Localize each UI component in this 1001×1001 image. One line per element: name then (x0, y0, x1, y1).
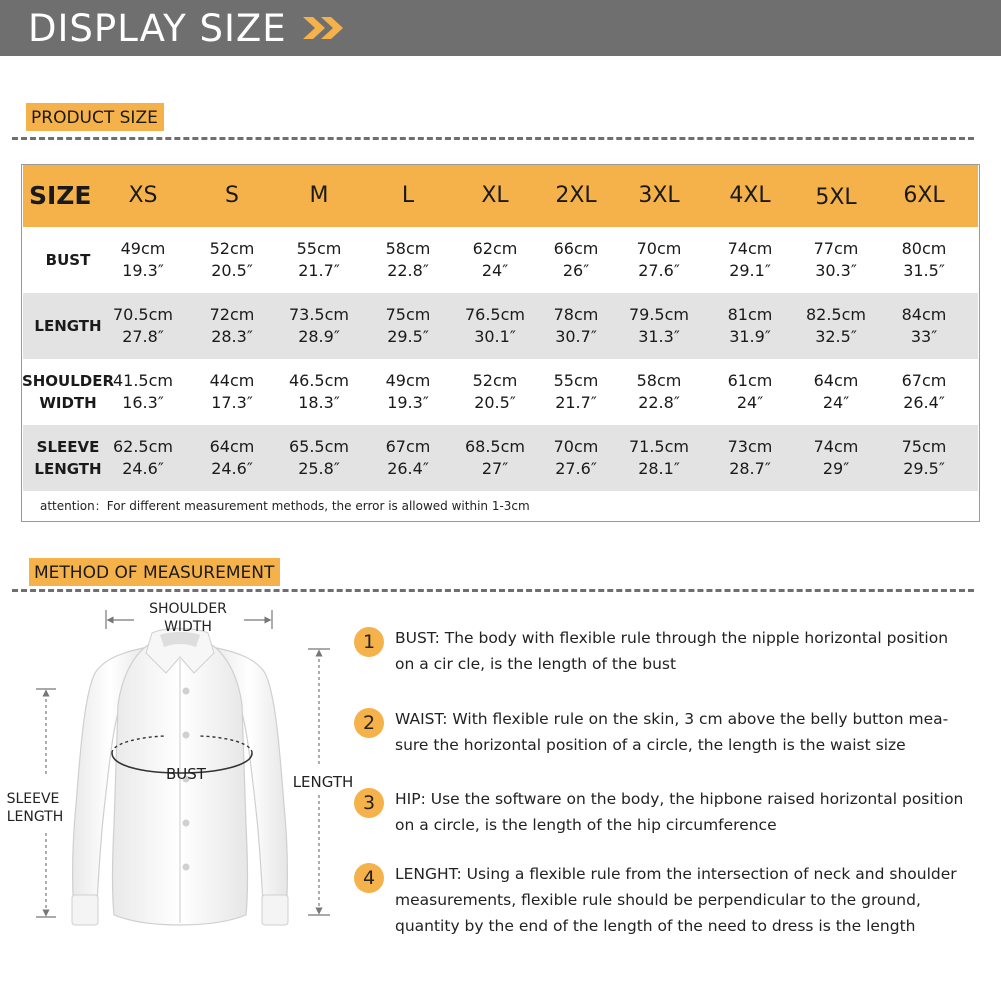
right-cuff (262, 895, 288, 925)
cell-cm: 41.5cm (112, 371, 173, 390)
cell-cm: 77cm (813, 239, 859, 258)
sleeve-label-line1: SLEEVE (6, 791, 60, 807)
cell-inch: 19.3″ (122, 261, 164, 280)
cell-inch: 29.5″ (387, 327, 429, 346)
cell-inch: 16.3″ (122, 393, 164, 412)
cell-inch: 21.7″ (555, 393, 597, 412)
cell-cm: 70cm (553, 437, 599, 456)
cell-inch: 24.6″ (122, 459, 164, 478)
table-cell (793, 425, 879, 491)
cell-cm: 62cm (472, 239, 518, 258)
cell-inch: 29.1″ (729, 261, 771, 280)
table-cell (100, 227, 186, 293)
table-cell (276, 359, 362, 425)
number-badge: 3 (354, 788, 384, 818)
table-row (23, 359, 978, 425)
size-col-s: S (225, 183, 239, 208)
table-row (23, 425, 978, 491)
cell-inch: 27″ (481, 459, 509, 478)
table-cell (533, 359, 619, 425)
cell-inch: 29″ (822, 459, 850, 478)
size-col-xs: XS (128, 183, 158, 208)
table-cell (452, 359, 538, 425)
size-col-2xl: 2XL (555, 183, 597, 208)
cell-cm: 67cm (901, 371, 947, 390)
method-line: HIP: Use the software on the body, the hipbone raised horizontal position (395, 790, 964, 808)
table-cell (189, 293, 275, 359)
cell-cm: 65.5cm (288, 437, 349, 456)
cell-cm: 82.5cm (805, 305, 866, 324)
table-cell (707, 359, 793, 425)
table-cell (707, 293, 793, 359)
table-cell (189, 227, 275, 293)
cell-cm: 64cm (813, 371, 859, 390)
size-col-m: M (309, 183, 329, 208)
cell-inch: 26″ (562, 261, 590, 280)
cell-inch: 29.5″ (903, 459, 945, 478)
cell-inch: 21.7″ (298, 261, 340, 280)
cell-inch: 25.8″ (298, 459, 340, 478)
table-cell (881, 359, 967, 425)
cell-inch: 18.3″ (298, 393, 340, 412)
table-cell (616, 425, 702, 491)
size-col-4xl: 4XL (729, 183, 771, 208)
cell-inch: 32.5″ (815, 327, 857, 346)
size-col-6xl: 6XL (903, 183, 945, 208)
cell-cm: 70.5cm (112, 305, 173, 324)
table-cell (881, 425, 967, 491)
cell-cm: 66cm (553, 239, 599, 258)
cell-cm: 52cm (209, 239, 255, 258)
method-line: quantity by the end of the length of the need to dress is the length (395, 917, 916, 935)
cell-cm: 58cm (636, 371, 682, 390)
cell-cm: 76.5cm (464, 305, 525, 324)
method-line: on a cir cle, is the length of the bust (395, 655, 677, 673)
table-cell (533, 425, 619, 491)
method-line: LENGHT: Using a flexible rule from the intersection of neck and shoulder (395, 865, 957, 883)
size-header: SIZE (29, 181, 92, 210)
bust-label: BUST (166, 765, 206, 783)
page-header (0, 0, 1001, 56)
cell-inch: 33″ (910, 327, 938, 346)
cell-inch: 27.8″ (122, 327, 164, 346)
cell-inch: 26.4″ (387, 459, 429, 478)
method-label: METHOD OF MEASUREMENT (29, 558, 280, 586)
cell-cm: 68.5cm (464, 437, 525, 456)
product-size-label: PRODUCT SIZE (26, 103, 164, 131)
cell-cm: 55cm (296, 239, 342, 258)
number-badge: 2 (354, 708, 384, 738)
cell-cm: 73cm (727, 437, 773, 456)
cell-cm: 52cm (472, 371, 518, 390)
cell-inch: 22.8″ (638, 393, 680, 412)
cell-inch: 19.3″ (387, 393, 429, 412)
sleeve-label-line2: LENGTH (6, 809, 64, 825)
cell-cm: 73.5cm (288, 305, 349, 324)
page-title: DISPLAY SIZE (28, 6, 287, 50)
cell-inch: 28.3″ (211, 327, 253, 346)
table-cell (452, 293, 538, 359)
table-header-row (23, 165, 978, 227)
cell-cm: 46.5cm (288, 371, 349, 390)
table-cell (452, 425, 538, 491)
table-cell (616, 359, 702, 425)
method-description (395, 625, 985, 677)
table-cell (276, 293, 362, 359)
method-description (395, 861, 985, 939)
table-cell (881, 293, 967, 359)
cell-cm: 74cm (813, 437, 859, 456)
method-line: BUST: The body with flexible rule through the nipple horizontal position (395, 629, 949, 647)
method-description (395, 706, 985, 758)
row-label-line: LENGTH (34, 460, 102, 478)
cell-cm: 44cm (209, 371, 255, 390)
cell-cm: 58cm (385, 239, 431, 258)
size-col-3xl: 3XL (638, 183, 680, 208)
table-cell (100, 425, 186, 491)
cell-cm: 74cm (727, 239, 773, 258)
left-cuff (72, 895, 98, 925)
double-chevron-right-icon (301, 13, 349, 43)
cell-cm: 79.5cm (628, 305, 689, 324)
method-line: sure the horizontal position of a circle, the length is the waist size (395, 736, 906, 754)
table-cell (365, 293, 451, 359)
table-cell (100, 293, 186, 359)
method-line: on a circle, is the length of the hip circumference (395, 816, 777, 834)
cell-cm: 55cm (553, 371, 599, 390)
method-item (354, 706, 984, 762)
table-cell (276, 227, 362, 293)
table-cell (707, 425, 793, 491)
shoulder-label-line2: WIDTH (164, 619, 212, 635)
cell-inch: 24″ (736, 393, 764, 412)
method-item (354, 861, 984, 943)
cell-cm: 75cm (901, 437, 947, 456)
table-row (23, 293, 978, 359)
method-description (395, 786, 985, 838)
cell-cm: 71.5cm (628, 437, 689, 456)
divider (12, 137, 974, 140)
length-label: LENGTH (292, 773, 354, 791)
shoulder-label-line1: SHOULDER (149, 601, 227, 617)
cell-inch: 24″ (822, 393, 850, 412)
cell-cm: 70cm (636, 239, 682, 258)
attention-note: attention：For different measurement methods, the error is allowed within 1-3cm (40, 499, 530, 513)
row-label-line: WIDTH (39, 394, 97, 412)
table-row (23, 227, 978, 293)
cell-cm: 81cm (727, 305, 773, 324)
cell-cm: 49cm (385, 371, 431, 390)
table-cell (793, 227, 879, 293)
method-line: measurements, flexible rule should be perpendicular to the ground, (395, 891, 921, 909)
cell-inch: 31.5″ (903, 261, 945, 280)
cell-inch: 27.6″ (638, 261, 680, 280)
table-cell (189, 359, 275, 425)
cell-inch: 30.7″ (555, 327, 597, 346)
table-cell (365, 425, 451, 491)
cell-inch: 26.4″ (903, 393, 945, 412)
table-cell (365, 359, 451, 425)
cell-cm: 78cm (553, 305, 599, 324)
cell-cm: 67cm (385, 437, 431, 456)
cell-inch: 24″ (481, 261, 509, 280)
size-col-xl: XL (481, 183, 509, 208)
table-cell (707, 227, 793, 293)
table-cell (452, 227, 538, 293)
cell-inch: 24.6″ (211, 459, 253, 478)
method-item (354, 786, 984, 842)
cell-inch: 30.3″ (815, 261, 857, 280)
cell-inch: 17.3″ (211, 393, 253, 412)
table-cell (793, 293, 879, 359)
cell-inch: 28.9″ (298, 327, 340, 346)
cell-inch: 31.3″ (638, 327, 680, 346)
cell-cm: 49cm (120, 239, 166, 258)
shirt-diagram (0, 595, 360, 955)
cell-inch: 20.5″ (211, 261, 253, 280)
method-item (354, 625, 984, 681)
size-col-5xl: 5XL (815, 185, 857, 210)
row-label-line: SLEEVE (36, 438, 100, 456)
size-col-l: L (401, 183, 415, 208)
table-cell (616, 227, 702, 293)
number-badge: 4 (354, 863, 384, 893)
table-cell (793, 359, 879, 425)
cell-cm: 64cm (209, 437, 255, 456)
number-badge: 1 (354, 627, 384, 657)
cell-inch: 30.1″ (474, 327, 516, 346)
table-cell (533, 293, 619, 359)
method-line: WAIST: With flexible rule on the skin, 3 cm above the belly button mea- (395, 710, 949, 728)
divider (12, 589, 974, 592)
cell-cm: 75cm (385, 305, 431, 324)
cell-inch: 31.9″ (729, 327, 771, 346)
cell-cm: 61cm (727, 371, 773, 390)
cell-inch: 20.5″ (474, 393, 516, 412)
row-label-line: LENGTH (34, 317, 102, 335)
cell-cm: 84cm (901, 305, 947, 324)
cell-cm: 62.5cm (112, 437, 173, 456)
row-label-line: BUST (45, 251, 91, 269)
table-cell (365, 227, 451, 293)
cell-inch: 28.1″ (638, 459, 680, 478)
size-table (21, 164, 980, 522)
table-cell (189, 425, 275, 491)
table-cell (881, 227, 967, 293)
table-cell (276, 425, 362, 491)
cell-inch: 22.8″ (387, 261, 429, 280)
row-label-line: SHOULDER (21, 372, 115, 390)
table-cell (533, 227, 619, 293)
table-cell (616, 293, 702, 359)
table-cell (100, 359, 186, 425)
cell-cm: 72cm (209, 305, 255, 324)
cell-cm: 80cm (901, 239, 947, 258)
cell-inch: 27.6″ (555, 459, 597, 478)
cell-inch: 28.7″ (729, 459, 771, 478)
